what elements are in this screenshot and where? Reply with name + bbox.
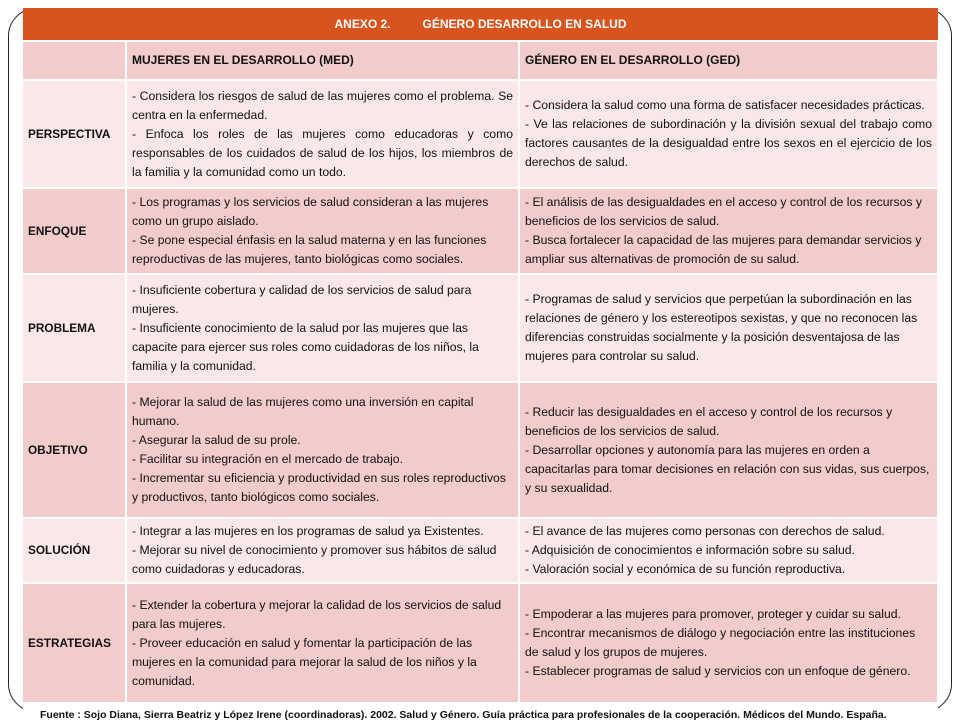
bullet-text: - Insuficiente cobertura y calidad de los servicios de salud para mujeres. xyxy=(132,282,472,316)
table-row xyxy=(23,583,938,703)
table-row xyxy=(23,518,938,583)
bullet-text: - Considera la salud como una forma de satisfacer necesidades prácticas. xyxy=(525,98,925,112)
bullet-text: - Adquisición de conocimientos e información sobre su salud. xyxy=(525,543,855,557)
bullet-text: - Desarrollar opciones y autonomía para las mujeres en orden a capacitarlas para tomar decisiones en relación con sus vidas, sus cuerpos, y su sexualidad. xyxy=(525,442,930,495)
annex-title-bar xyxy=(23,8,938,42)
table-row xyxy=(23,188,938,274)
row-label: PERSPECTIVA xyxy=(23,80,126,188)
bullet-text: - Considera los riesgos de salud de las mujeres como el problema. Se centra en la enfermedad. xyxy=(132,88,513,122)
cell-med xyxy=(126,274,519,382)
column-header-ged: GÉNERO EN EL DESARROLLO (GED) xyxy=(519,42,938,80)
cell-ged xyxy=(519,80,938,188)
cell-med xyxy=(126,188,519,274)
bullet-text: - Enfoca los roles de las mujeres como educadoras y como responsables de los cuidados de salud de los hijos, los miembros de la familia y la comunidad como un todo. xyxy=(132,126,513,179)
bullet-text: - Mejorar su nivel de conocimiento y promover sus hábitos de salud como cuidadoras y educadoras. xyxy=(132,543,497,576)
bullet-text: - Empoderar a las mujeres para promover, proteger y cuidar su salud. xyxy=(525,607,901,621)
bullet-text: - El avance de las mujeres como personas con derechos de salud. xyxy=(525,524,885,538)
bullet-text: - Valoración social y económica de su función reproductiva. xyxy=(525,562,846,576)
bullet-text: - Establecer programas de salud y servicios con un enfoque de género. xyxy=(525,664,911,678)
cell-med xyxy=(126,583,519,703)
annex-sheet xyxy=(23,8,938,712)
bullet-text: - Extender la cobertura y mejorar la calidad de los servicios de salud para las mujeres. xyxy=(132,597,502,631)
row-label: PROBLEMA xyxy=(23,274,126,382)
bullet-text: - Insuficiente conocimiento de la salud por las mujeres que las capacite para ejercer sus roles como cuidadoras de los niños, la familia y la comunidad. xyxy=(132,320,479,373)
bullet-text: - Ve las relaciones de subordinación y la división sexual del trabajo como factores causantes de la desigualdad entre los sexos en el ejercicio de los derechos de salud. xyxy=(525,117,932,169)
bullet-text: - Encontrar mecanismos de diálogo y negociación entre las instituciones de salud y los grupos de mujeres. xyxy=(525,626,916,659)
bullet-text: - Se pone especial énfasis en la salud materna y en las funciones reproductivas de las mujeres, tanto biológicas como sociales. xyxy=(132,233,487,266)
annex-title: GÉNERO DESARROLLO EN SALUD xyxy=(422,17,627,31)
bullet-text: - Integrar a las mujeres en los programas de salud ya Existentes. xyxy=(132,524,484,538)
bullet-text: - Proveer educación en salud y fomentar la participación de las mujeres en la comunidad para mejorar la salud de los niños y la comunidad. xyxy=(132,635,477,688)
cell-ged xyxy=(519,188,938,274)
bullet-text: - Reducir las desigualdades en el acceso y control de los recursos y beneficios de los servicios de salud. xyxy=(525,404,893,438)
row-label: ESTRATEGIAS xyxy=(23,583,126,703)
cell-ged xyxy=(519,518,938,583)
annex-number: ANEXO 2. xyxy=(334,17,391,31)
cell-med xyxy=(126,518,519,583)
cell-med xyxy=(126,382,519,518)
cell-ged xyxy=(519,382,938,518)
cell-med xyxy=(126,80,519,188)
column-header-med: MUJERES EN EL DESARROLLO (MED) xyxy=(126,42,519,80)
table-header-row xyxy=(23,42,938,80)
bullet-text: - Busca fortalecer la capacidad de las mujeres para demandar servicios y ampliar sus alternativas de promoción de su salud. xyxy=(525,233,922,266)
table-row xyxy=(23,80,938,188)
bullet-text: - Facilitar su integración en el mercado de trabajo. xyxy=(132,452,403,466)
cell-ged xyxy=(519,274,938,382)
bullet-text: - Programas de salud y servicios que perpetúan la subordinación en las relaciones de género y los estereotipos sexistas, y que no reconocen las diferencias construidas socialmente y la posición desventajosa de las mujeres para controlar su salud. xyxy=(525,292,918,363)
row-label: ENFOQUE xyxy=(23,188,126,274)
comparison-table xyxy=(23,42,938,704)
bullet-text: - El análisis de las desigualdades en el acceso y control de los recursos y beneficios de los servicios de salud. xyxy=(525,195,922,228)
row-label: OBJETIVO xyxy=(23,382,126,518)
bullet-text: - Asegurar la salud de su prole. xyxy=(132,433,301,447)
table-row xyxy=(23,274,938,382)
row-label: SOLUCIÓN xyxy=(23,518,126,583)
bullet-text: - Mejorar la salud de las mujeres como una inversión en capital humano. xyxy=(132,395,474,428)
bullet-text: - Los programas y los servicios de salud consideran a las mujeres como un grupo aislado. xyxy=(132,195,489,228)
table-row xyxy=(23,382,938,518)
source-citation: Fuente : Sojo Diana, Sierra Beatriz y López Irene (coordinadoras). 2002. Salud y Género. Guía práctica para profesionales de la cooperación. Médicos del Mundo. España. xyxy=(40,709,887,721)
cell-ged xyxy=(519,583,938,703)
column-header-empty xyxy=(23,42,126,80)
bullet-text: - Incrementar su eficiencia y productividad en sus roles reproductivos y productivos, tanto biológicos como sociales. xyxy=(132,471,506,504)
